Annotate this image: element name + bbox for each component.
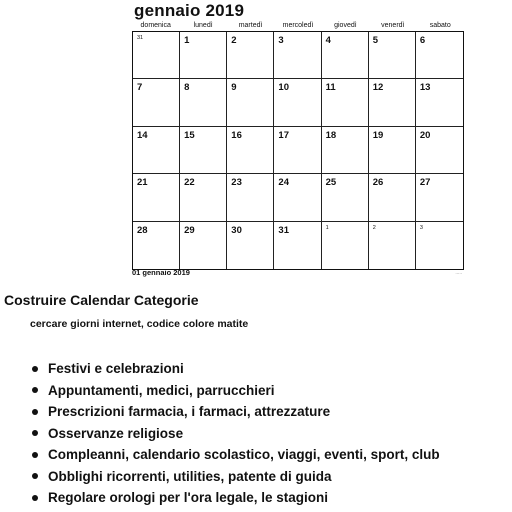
day-number: 10 bbox=[278, 82, 289, 94]
day-number: 1 bbox=[184, 35, 190, 46]
list-item-text: Appuntamenti, medici, parrucchieri bbox=[48, 382, 275, 398]
calendar-day-cell bbox=[369, 127, 416, 174]
weekday-label: mercoledì bbox=[282, 22, 314, 29]
day-number: 25 bbox=[325, 177, 337, 189]
day-number: 6 bbox=[419, 35, 426, 46]
calendar-day-cell bbox=[369, 32, 416, 79]
day-number: 14 bbox=[137, 129, 148, 141]
list-item-text: Obblighi ricorrenti, utilities, patente di guida bbox=[48, 468, 332, 484]
day-number: 19 bbox=[372, 129, 384, 141]
list-item-text: Compleanni, calendario scolastico, viaggi, eventi, sport, club bbox=[48, 447, 440, 463]
day-number: 21 bbox=[137, 177, 148, 189]
list-item-text: Prescrizioni farmacia, i farmaci, attrezzature bbox=[48, 404, 331, 420]
calendar-day-cell bbox=[227, 222, 274, 269]
bullet-icon bbox=[32, 473, 38, 479]
day-number: 4 bbox=[325, 35, 331, 46]
weekday-label: sabato bbox=[429, 22, 451, 29]
list-item bbox=[30, 380, 440, 402]
weekday-label: lunedì bbox=[193, 22, 213, 29]
day-number: 2 bbox=[231, 35, 237, 46]
list-item bbox=[30, 358, 440, 380]
calendar-day-cell bbox=[416, 79, 463, 126]
calendar-day-cell bbox=[180, 222, 227, 269]
list-item bbox=[30, 466, 440, 488]
list-item-text: Osservanze religiose bbox=[48, 425, 184, 441]
day-number: 8 bbox=[184, 82, 190, 94]
calendar-day-cell bbox=[322, 174, 369, 221]
day-number: 24 bbox=[278, 177, 289, 189]
day-number: 1 bbox=[325, 224, 329, 231]
calendar-day-cell bbox=[274, 32, 321, 79]
bullet-icon bbox=[32, 452, 38, 458]
day-number: 23 bbox=[231, 177, 242, 189]
calendar-day-cell bbox=[416, 127, 463, 174]
day-number: 3 bbox=[419, 224, 423, 231]
day-number: 31 bbox=[137, 35, 144, 41]
calendar-day-cell bbox=[133, 127, 180, 174]
list-item-text: Regolare orologi per l'ora legale, le stagioni bbox=[48, 490, 329, 506]
calendar-day-cell bbox=[180, 79, 227, 126]
calendar-day-cell bbox=[133, 32, 180, 79]
bullet-icon bbox=[32, 387, 38, 393]
day-number: 20 bbox=[419, 129, 431, 141]
calendar-day-cell bbox=[180, 127, 227, 174]
day-number: 12 bbox=[372, 82, 384, 94]
calendar-day-cell bbox=[274, 222, 321, 269]
day-number: 3 bbox=[278, 35, 284, 46]
day-number: 28 bbox=[137, 224, 148, 236]
calendar-day-cell bbox=[133, 174, 180, 221]
day-number: 22 bbox=[184, 177, 195, 189]
section-subtitle: cercare giorni internet, codice colore matite bbox=[30, 318, 249, 330]
day-number: 2 bbox=[372, 224, 376, 231]
day-number: 18 bbox=[325, 129, 337, 141]
day-number: 16 bbox=[231, 129, 242, 141]
weekday-label: venerdì bbox=[381, 22, 405, 29]
calendar-grid bbox=[132, 31, 464, 270]
calendar-day-cell bbox=[180, 32, 227, 79]
list-item bbox=[30, 423, 440, 445]
calendar-day-cell bbox=[416, 222, 463, 269]
day-number: 15 bbox=[184, 129, 195, 141]
calendar-day-cell bbox=[322, 127, 369, 174]
calendar-day-cell bbox=[416, 32, 463, 79]
calendar-day-cell bbox=[369, 79, 416, 126]
calendar-day-cell bbox=[227, 32, 274, 79]
list-item bbox=[30, 444, 440, 466]
weekday-label: giovedì bbox=[334, 22, 357, 29]
day-number: 27 bbox=[419, 177, 431, 189]
bullet-icon bbox=[32, 409, 38, 415]
weekday-label: domenica bbox=[140, 22, 171, 29]
calendar-day-cell bbox=[274, 79, 321, 126]
day-number: 9 bbox=[231, 82, 237, 94]
calendar-day-cell bbox=[274, 127, 321, 174]
bullet-icon bbox=[32, 430, 38, 436]
weekday-label: martedì bbox=[238, 22, 263, 29]
day-number: 26 bbox=[372, 177, 384, 189]
calendar-day-cell bbox=[133, 222, 180, 269]
calendar-day-cell bbox=[322, 79, 369, 126]
calendar-day-cell bbox=[133, 79, 180, 126]
day-number: 5 bbox=[372, 35, 378, 46]
calendar-day-cell bbox=[369, 174, 416, 221]
day-number: 31 bbox=[278, 224, 289, 236]
category-list bbox=[30, 358, 440, 509]
calendar-credit-mark: ····· bbox=[455, 271, 462, 276]
calendar-day-cell bbox=[227, 79, 274, 126]
day-number: 30 bbox=[231, 224, 242, 236]
calendar-day-cell bbox=[369, 222, 416, 269]
calendar-day-cell bbox=[227, 174, 274, 221]
day-number: 11 bbox=[325, 82, 336, 94]
calendar-day-cell bbox=[416, 174, 463, 221]
calendar-day-cell bbox=[322, 222, 369, 269]
day-number: 17 bbox=[278, 129, 289, 141]
weekday-header-row bbox=[132, 20, 464, 31]
calendar-title: gennaio 2019 bbox=[134, 1, 245, 20]
calendar-day-cell bbox=[322, 32, 369, 79]
calendar-day-cell bbox=[180, 174, 227, 221]
calendar-day-cell bbox=[274, 174, 321, 221]
list-item bbox=[30, 487, 440, 509]
day-number: 29 bbox=[184, 224, 195, 236]
list-item-text: Festivi e celebrazioni bbox=[48, 361, 184, 377]
day-number: 13 bbox=[419, 82, 431, 94]
calendar-footer-date: 01 gennaio 2019 bbox=[132, 268, 190, 277]
calendar-day-cell bbox=[227, 127, 274, 174]
bullet-icon bbox=[32, 495, 38, 501]
section-title: Costruire Calendar Categorie bbox=[4, 292, 199, 308]
bullet-icon bbox=[32, 366, 38, 372]
list-item bbox=[30, 401, 440, 423]
day-number: 7 bbox=[137, 82, 143, 94]
